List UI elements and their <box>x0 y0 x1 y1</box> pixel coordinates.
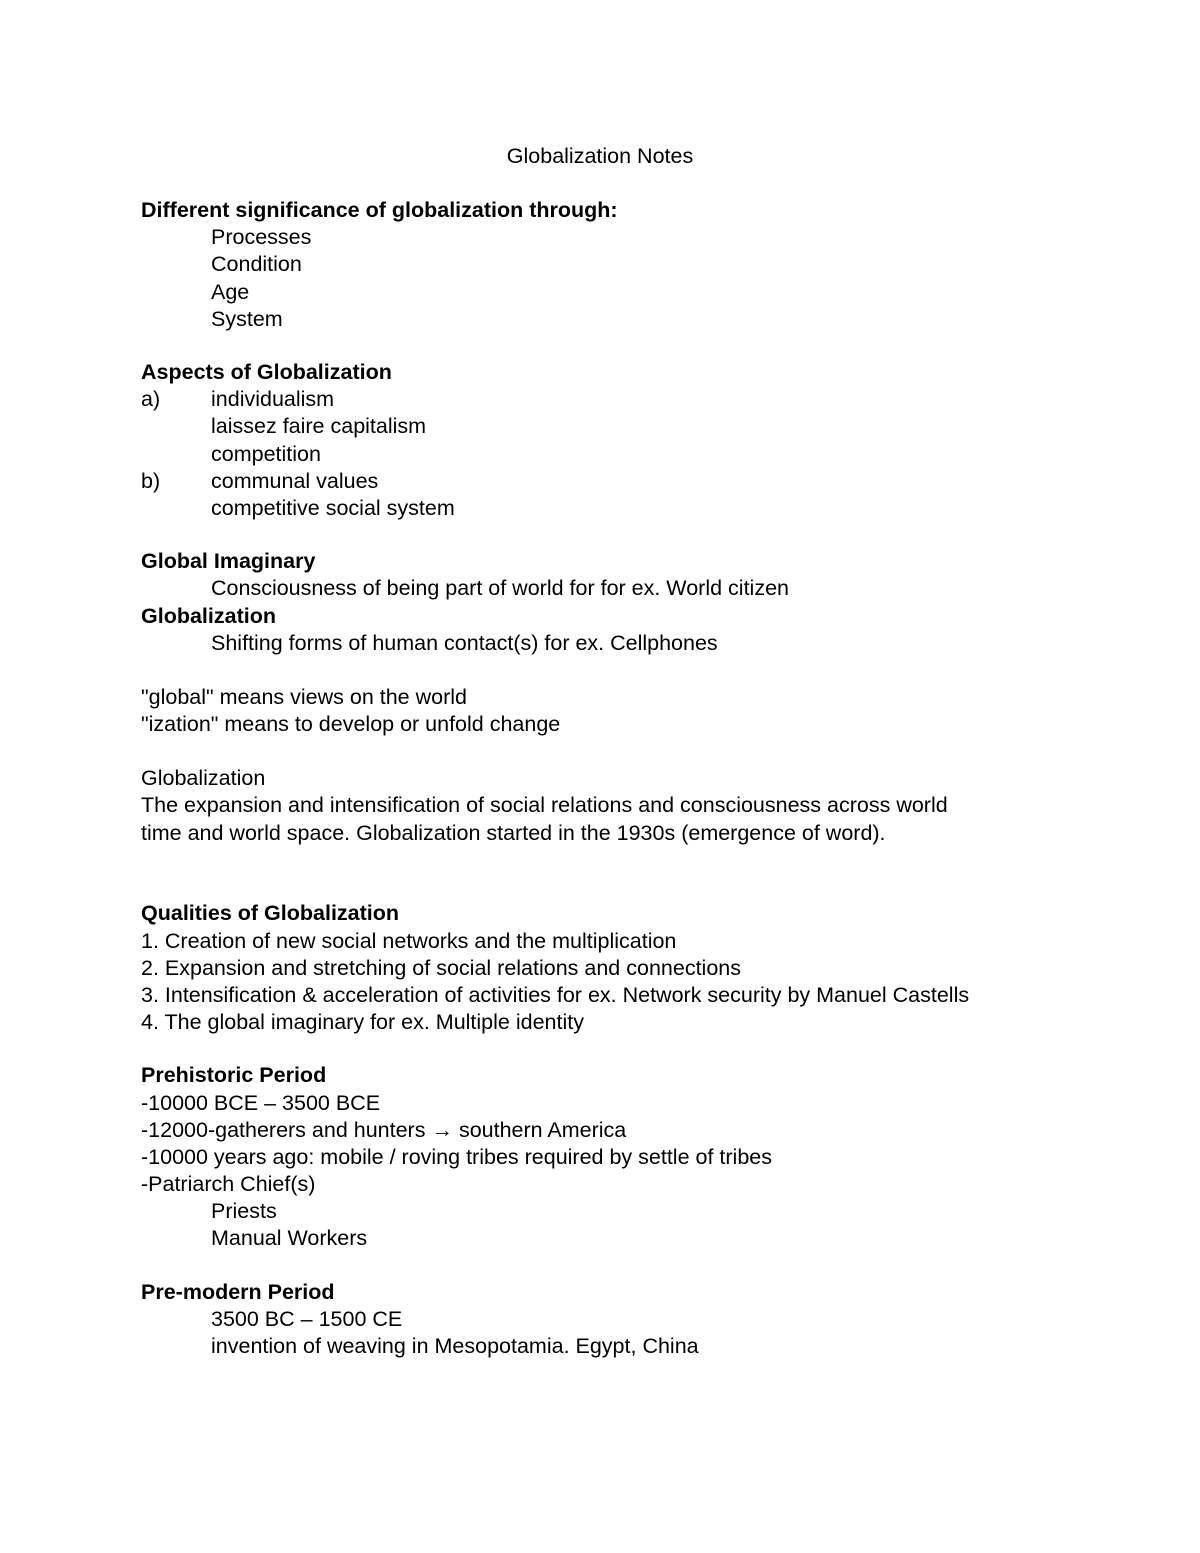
document-title: Globalization Notes <box>506 144 694 168</box>
global-imaginary-text: Consciousness of being part of world for for ex. World citizen <box>211 576 789 600</box>
globalization-heading: Globalization <box>141 604 276 628</box>
prehistoric-line: -10000 years ago: mobile / roving tribes required by settle of tribes <box>141 1145 772 1169</box>
globalization-text: Shifting forms of human contact(s) for ex. Cellphones <box>211 631 718 655</box>
definition-line: The expansion and intensification of social relations and consciousness across world <box>141 793 948 817</box>
aspects-item: laissez faire capitalism <box>211 414 427 438</box>
qualities-item: 2. Expansion and stretching of social relations and connections <box>141 956 741 980</box>
aspects-item: communal values <box>211 469 379 493</box>
qualities-item: 4. The global imaginary for ex. Multiple identity <box>141 1010 584 1034</box>
prehistoric-sub-item: Manual Workers <box>211 1226 368 1250</box>
prehistoric-line <box>141 1120 626 1142</box>
premodern-item: 3500 BC – 1500 CE <box>211 1307 403 1331</box>
prehistoric-line: -Patriarch Chief(s) <box>141 1172 316 1196</box>
aspects-item: competition <box>211 442 321 466</box>
definition-line: time and world space. Globalization started in the 1930s (emergence of word). <box>141 821 886 845</box>
significance-item: Age <box>211 280 250 304</box>
prehistoric-text: southern America <box>458 1118 627 1142</box>
aspects-heading: Aspects of Globalization <box>141 360 392 384</box>
prehistoric-heading: Prehistoric Period <box>141 1063 327 1087</box>
global-imaginary-heading: Global Imaginary <box>141 549 316 573</box>
significance-item: System <box>211 307 283 331</box>
arrow-right-icon: → <box>431 1118 453 1142</box>
prehistoric-line: -10000 BCE – 3500 BCE <box>141 1091 381 1115</box>
aspects-item: competitive social system <box>211 496 455 520</box>
qualities-item: 3. Intensification & acceleration of activities for ex. Network security by Manuel Castells <box>141 983 970 1007</box>
list-marker-a: a) <box>141 387 161 411</box>
prehistoric-sub-item: Priests <box>211 1199 277 1223</box>
aspects-item: individualism <box>211 387 335 411</box>
qualities-heading: Qualities of Globalization <box>141 901 400 925</box>
definition-heading: Globalization <box>141 766 266 790</box>
prehistoric-text: -12000-gatherers and hunters <box>141 1118 426 1142</box>
meaning-line: "global" means views on the world <box>141 685 467 709</box>
significance-heading: Different significance of globalization through: <box>141 198 618 222</box>
significance-item: Processes <box>211 225 312 249</box>
premodern-heading: Pre-modern Period <box>141 1280 335 1304</box>
list-marker-b: b) <box>141 469 161 493</box>
meaning-line: "ization" means to develop or unfold change <box>141 712 561 736</box>
qualities-item: 1. Creation of new social networks and the multiplication <box>141 929 677 953</box>
significance-item: Condition <box>211 252 302 276</box>
premodern-item: invention of weaving in Mesopotamia. Egypt, China <box>211 1334 699 1358</box>
